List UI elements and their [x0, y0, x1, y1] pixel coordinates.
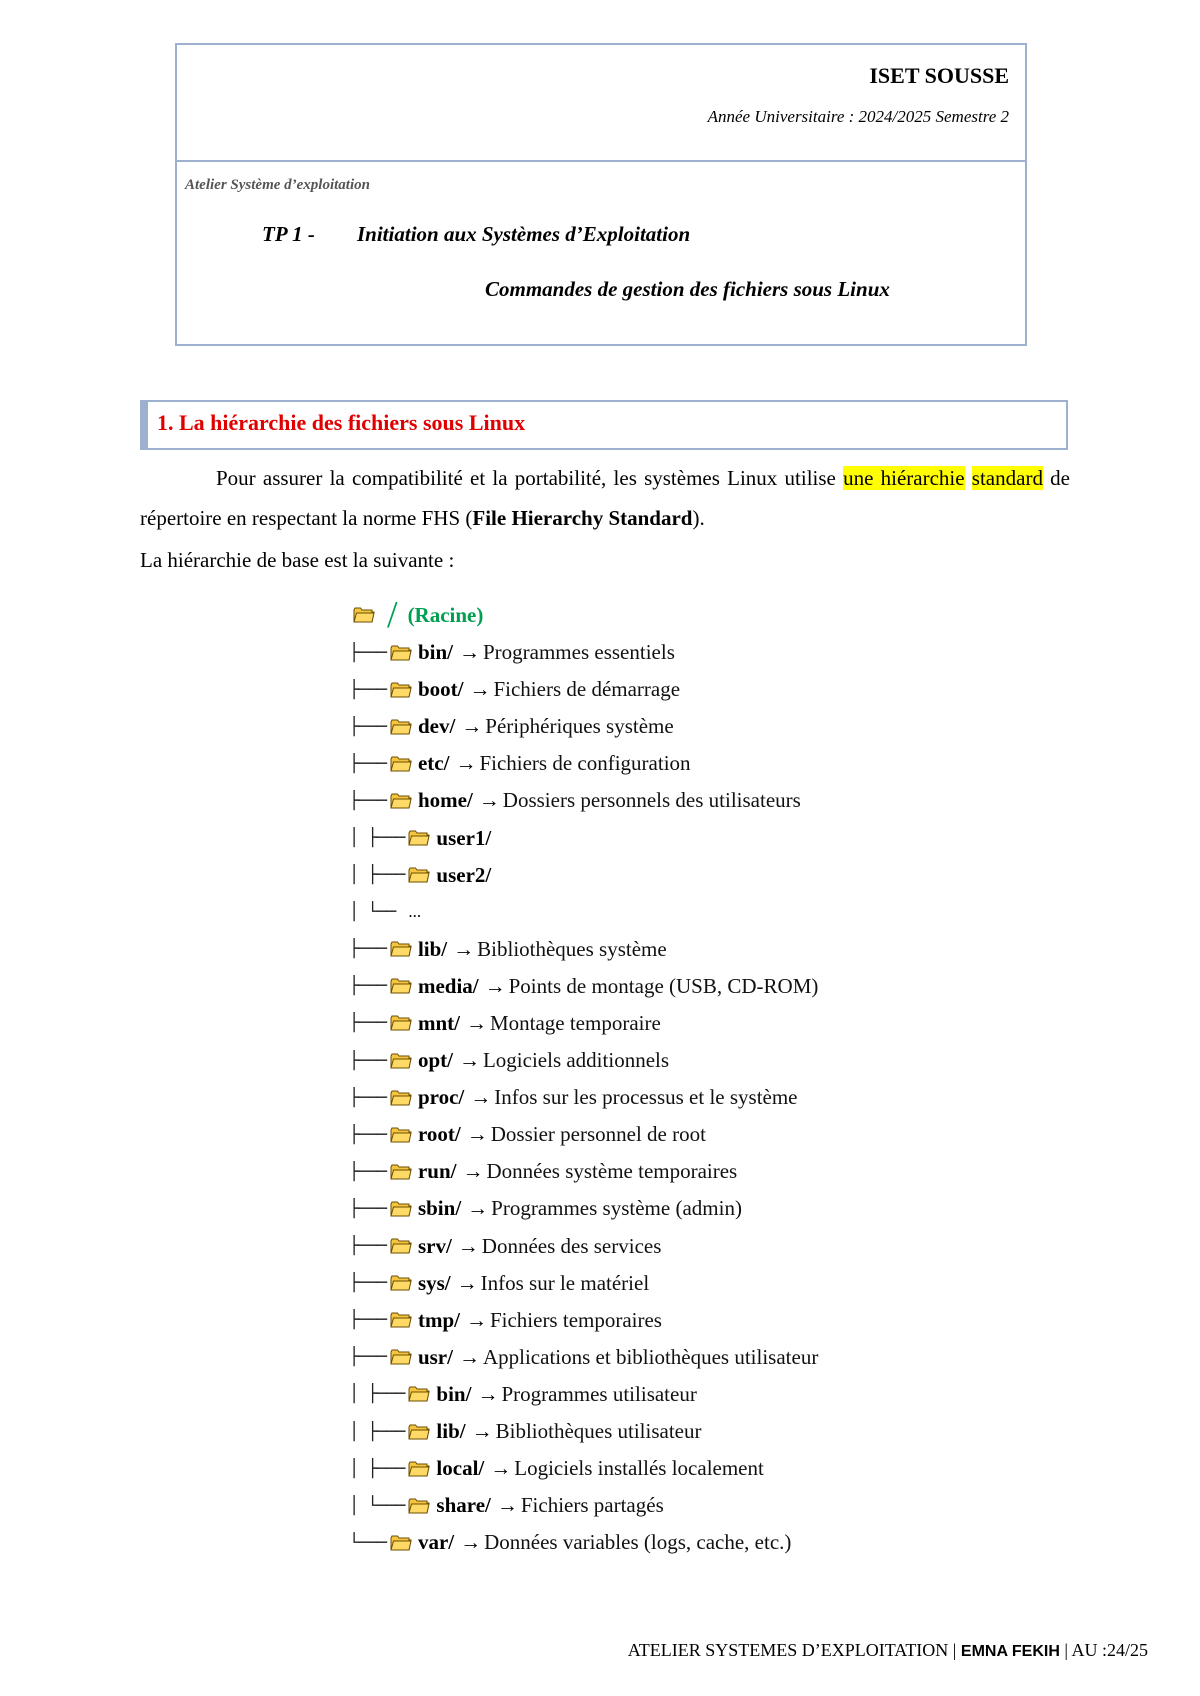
dir-name: dev/: [417, 714, 456, 739]
arrow-icon: →: [471, 1419, 493, 1444]
dir-name: lib/: [436, 1419, 466, 1444]
tree-connector: ├───: [349, 753, 386, 774]
header-top: [177, 45, 1025, 162]
folder-icon: [408, 830, 430, 846]
tree-entry: [349, 1190, 1149, 1227]
dir-description: Bibliothèques utilisateur: [495, 1419, 702, 1444]
dir-name: user2/: [436, 862, 492, 887]
hierarchy-intro: La hiérarchie de base est la suivante :: [140, 548, 455, 572]
folder-icon: [390, 1349, 412, 1365]
dir-description: Montage temporaire: [489, 1010, 661, 1035]
dir-description: Programmes essentiels: [482, 640, 675, 665]
tree-entry: [349, 634, 1149, 671]
dir-name: run/: [417, 1159, 457, 1184]
arrow-icon: →: [477, 1381, 499, 1406]
dir-description: Programmes système (admin): [491, 1196, 742, 1221]
folder-icon: [390, 1312, 412, 1328]
tree-entry: [349, 708, 1149, 745]
intro-text-b: de répertoire en respectant la norme FHS (: [140, 466, 1070, 530]
tree-connector: ├───: [349, 1236, 386, 1257]
tree-entry: [349, 1302, 1149, 1339]
tree-connector: ├───: [349, 1050, 386, 1071]
arrow-icon: →: [460, 1530, 482, 1555]
folder-icon: [408, 1424, 430, 1440]
dir-description: Dossiers personnels des utilisateurs: [502, 788, 801, 813]
footer-course: ATELIER SYSTEMES D’EXPLOITATION |: [627, 1640, 961, 1660]
tree-entry: [349, 968, 1149, 1005]
tree-connector: ├───: [349, 1013, 386, 1034]
folder-icon: [408, 1386, 430, 1402]
arrow-icon: →: [469, 677, 491, 702]
dir-description: Fichiers de configuration: [479, 751, 691, 776]
dir-name: sys/: [417, 1270, 451, 1295]
dir-name: var/: [417, 1530, 455, 1555]
dir-name: etc/: [417, 751, 450, 776]
folder-icon: [353, 607, 375, 623]
folder-icon: [408, 867, 430, 883]
tree-connector: ├───: [349, 1198, 386, 1219]
tree-connector: │ ├───: [349, 865, 405, 886]
arrow-icon: →: [484, 973, 506, 998]
tree-entry: [349, 1228, 1149, 1265]
dir-description: Fichiers temporaires: [489, 1307, 662, 1332]
folder-icon: [390, 756, 412, 772]
tree-connector: │ └──: [349, 902, 405, 923]
dir-description: Dossier personnel de root: [490, 1122, 706, 1147]
tree-connector: ├───: [349, 716, 386, 737]
tree-entry: [349, 819, 1149, 856]
arrow-icon: →: [455, 751, 477, 776]
dir-name: local/: [436, 1456, 485, 1481]
dir-name: home/: [417, 788, 473, 813]
footer-year: | AU :24/25: [1059, 1640, 1148, 1660]
tree-rows: [349, 634, 1149, 1561]
folder-icon: [390, 978, 412, 994]
tree-connector: ├───: [349, 976, 386, 997]
highlight-a: une hiérarchie: [843, 466, 965, 490]
tree-entry: [349, 1339, 1149, 1376]
root-label: (Racine): [407, 602, 484, 627]
tree-connector: ├───: [349, 1273, 386, 1294]
intro-text-a: Pour assurer la compatibilité et la portabilité, les systèmes Linux utilise: [216, 466, 844, 490]
tree-connector: ├───: [349, 679, 386, 700]
tree-entry: [349, 1265, 1149, 1302]
dir-name: user1/: [436, 825, 492, 850]
arrow-icon: →: [453, 936, 475, 961]
arrow-icon: →: [458, 640, 480, 665]
tree-entry: [349, 1116, 1149, 1153]
dir-name: srv/: [417, 1233, 452, 1258]
dir-description: Périphériques système: [485, 714, 674, 739]
footer-author: EMNA FEKIH: [960, 1643, 1060, 1660]
tree-connector: ├───: [349, 1310, 386, 1331]
dir-description: Logiciels installés localement: [514, 1456, 764, 1481]
tree-connector: │ └───: [349, 1495, 405, 1516]
dir-name: root/: [417, 1122, 461, 1147]
section-title: 1. La hiérarchie des fichiers sous Linux: [157, 410, 526, 435]
dir-description: Bibliothèques système: [477, 936, 667, 961]
section-heading-box: [140, 400, 1068, 450]
tree-root: [349, 596, 1149, 634]
folder-icon: [390, 793, 412, 809]
tree-connector: ├───: [349, 1161, 386, 1182]
tree-entry: [349, 1042, 1149, 1079]
folder-icon: [408, 1461, 430, 1477]
course-name: Atelier Système d’exploitation: [185, 177, 370, 193]
dir-description: Fichiers de démarrage: [493, 677, 681, 702]
dir-name: lib/: [417, 936, 448, 961]
tree-connector: │ ├───: [349, 1384, 405, 1405]
tree-connector: ├───: [349, 1347, 386, 1368]
folder-icon: [390, 1164, 412, 1180]
dir-description: Données des services: [481, 1233, 662, 1258]
folder-icon: [390, 941, 412, 957]
dir-name: opt/: [417, 1048, 453, 1073]
dir-description: Logiciels additionnels: [482, 1048, 670, 1073]
academic-year: Année Universitaire : 2024/2025 Semestre 2: [707, 107, 1009, 126]
dir-name: share/: [436, 1493, 491, 1518]
tree-entry: [349, 1487, 1149, 1524]
dir-description: Infos sur les processus et le système: [494, 1085, 798, 1110]
tree-connector: │ ├───: [349, 1458, 405, 1479]
tree-entry: [349, 1413, 1149, 1450]
folder-icon: [390, 1535, 412, 1551]
arrow-icon: →: [465, 1010, 487, 1035]
dir-name: tmp/: [417, 1307, 460, 1332]
folder-icon: [390, 719, 412, 735]
arrow-icon: →: [496, 1493, 518, 1518]
dir-name: media/: [417, 973, 479, 998]
tree-entry: [349, 1524, 1149, 1561]
highlight-b: standard: [971, 466, 1043, 490]
tree-entry: [349, 1376, 1149, 1413]
tree-connector: │ ├───: [349, 828, 405, 849]
arrow-icon: →: [490, 1456, 512, 1481]
intro-space: [965, 466, 972, 490]
folder-icon: [390, 1053, 412, 1069]
root-slash: /: [387, 594, 398, 636]
arrow-icon: →: [456, 1270, 478, 1295]
folder-icon: [390, 1275, 412, 1291]
tree-entry: [349, 1079, 1149, 1116]
tree-connector: ├───: [349, 790, 386, 811]
arrow-icon: →: [478, 788, 500, 813]
dir-description: Infos sur le matériel: [480, 1270, 650, 1295]
tree-entry: [349, 745, 1149, 782]
folder-icon: [390, 1127, 412, 1143]
tp-title: Initiation aux Systèmes d’Exploitation: [357, 222, 691, 246]
dir-description: Points de montage (USB, CD-ROM): [508, 973, 819, 998]
folder-icon: [390, 1090, 412, 1106]
dir-description: Données système temporaires: [486, 1159, 738, 1184]
arrow-icon: →: [467, 1196, 489, 1221]
tree-entry: [349, 671, 1149, 708]
folder-icon: [390, 1201, 412, 1217]
arrow-icon: →: [470, 1085, 492, 1110]
dir-name: proc/: [417, 1085, 465, 1110]
dir-description: Données variables (logs, cache, etc.): [484, 1530, 792, 1555]
tree-entry: [349, 857, 1149, 894]
tree-entry: [349, 782, 1149, 819]
page-footer: [628, 1640, 1148, 1661]
tree-connector: ├───: [349, 1124, 386, 1145]
tree-connector: └───: [349, 1532, 386, 1553]
tree-connector: ├───: [349, 642, 386, 663]
dir-name: bin/: [417, 640, 453, 665]
tp-subtitle: Commandes de gestion des fichiers sous Linux: [485, 277, 890, 301]
dir-name: usr/: [417, 1344, 453, 1369]
tree-entry: [349, 1153, 1149, 1190]
dir-description: Programmes utilisateur: [501, 1381, 697, 1406]
tree-connector: ├───: [349, 1087, 386, 1108]
tp-number: TP 1 -: [262, 222, 315, 246]
folder-icon: [390, 645, 412, 661]
arrow-icon: →: [458, 1048, 480, 1073]
fhs-name: File Hierarchy Standard: [472, 506, 693, 530]
arrow-icon: →: [458, 1344, 480, 1369]
dir-description: Applications et bibliothèques utilisateur: [482, 1344, 819, 1369]
folder-icon: [408, 1498, 430, 1514]
arrow-icon: →: [462, 1159, 484, 1184]
tree-entry: [349, 931, 1149, 968]
folder-icon: [390, 1238, 412, 1254]
intro-text-c: ).: [692, 506, 705, 530]
folder-icon: [390, 1015, 412, 1031]
tree-ellipsis: ...: [408, 902, 422, 922]
school-name: ISET SOUSSE: [869, 63, 1009, 88]
directory-tree: [349, 596, 1149, 1561]
intro-paragraph: [140, 458, 1070, 538]
header-box: [175, 43, 1027, 346]
arrow-icon: →: [466, 1122, 488, 1147]
tree-entry: [349, 1450, 1149, 1487]
dir-name: mnt/: [417, 1010, 460, 1035]
dir-description: Fichiers partagés: [520, 1493, 664, 1518]
dir-name: bin/: [436, 1381, 472, 1406]
arrow-icon: →: [465, 1307, 487, 1332]
arrow-icon: →: [461, 714, 483, 739]
tree-connector: ├───: [349, 939, 386, 960]
tree-ellipsis-row: [349, 894, 1149, 931]
dir-name: boot/: [417, 677, 464, 702]
tree-entry: [349, 1005, 1149, 1042]
folder-icon: [390, 682, 412, 698]
arrow-icon: →: [457, 1233, 479, 1258]
dir-name: sbin/: [417, 1196, 462, 1221]
tree-connector: │ ├───: [349, 1421, 405, 1442]
